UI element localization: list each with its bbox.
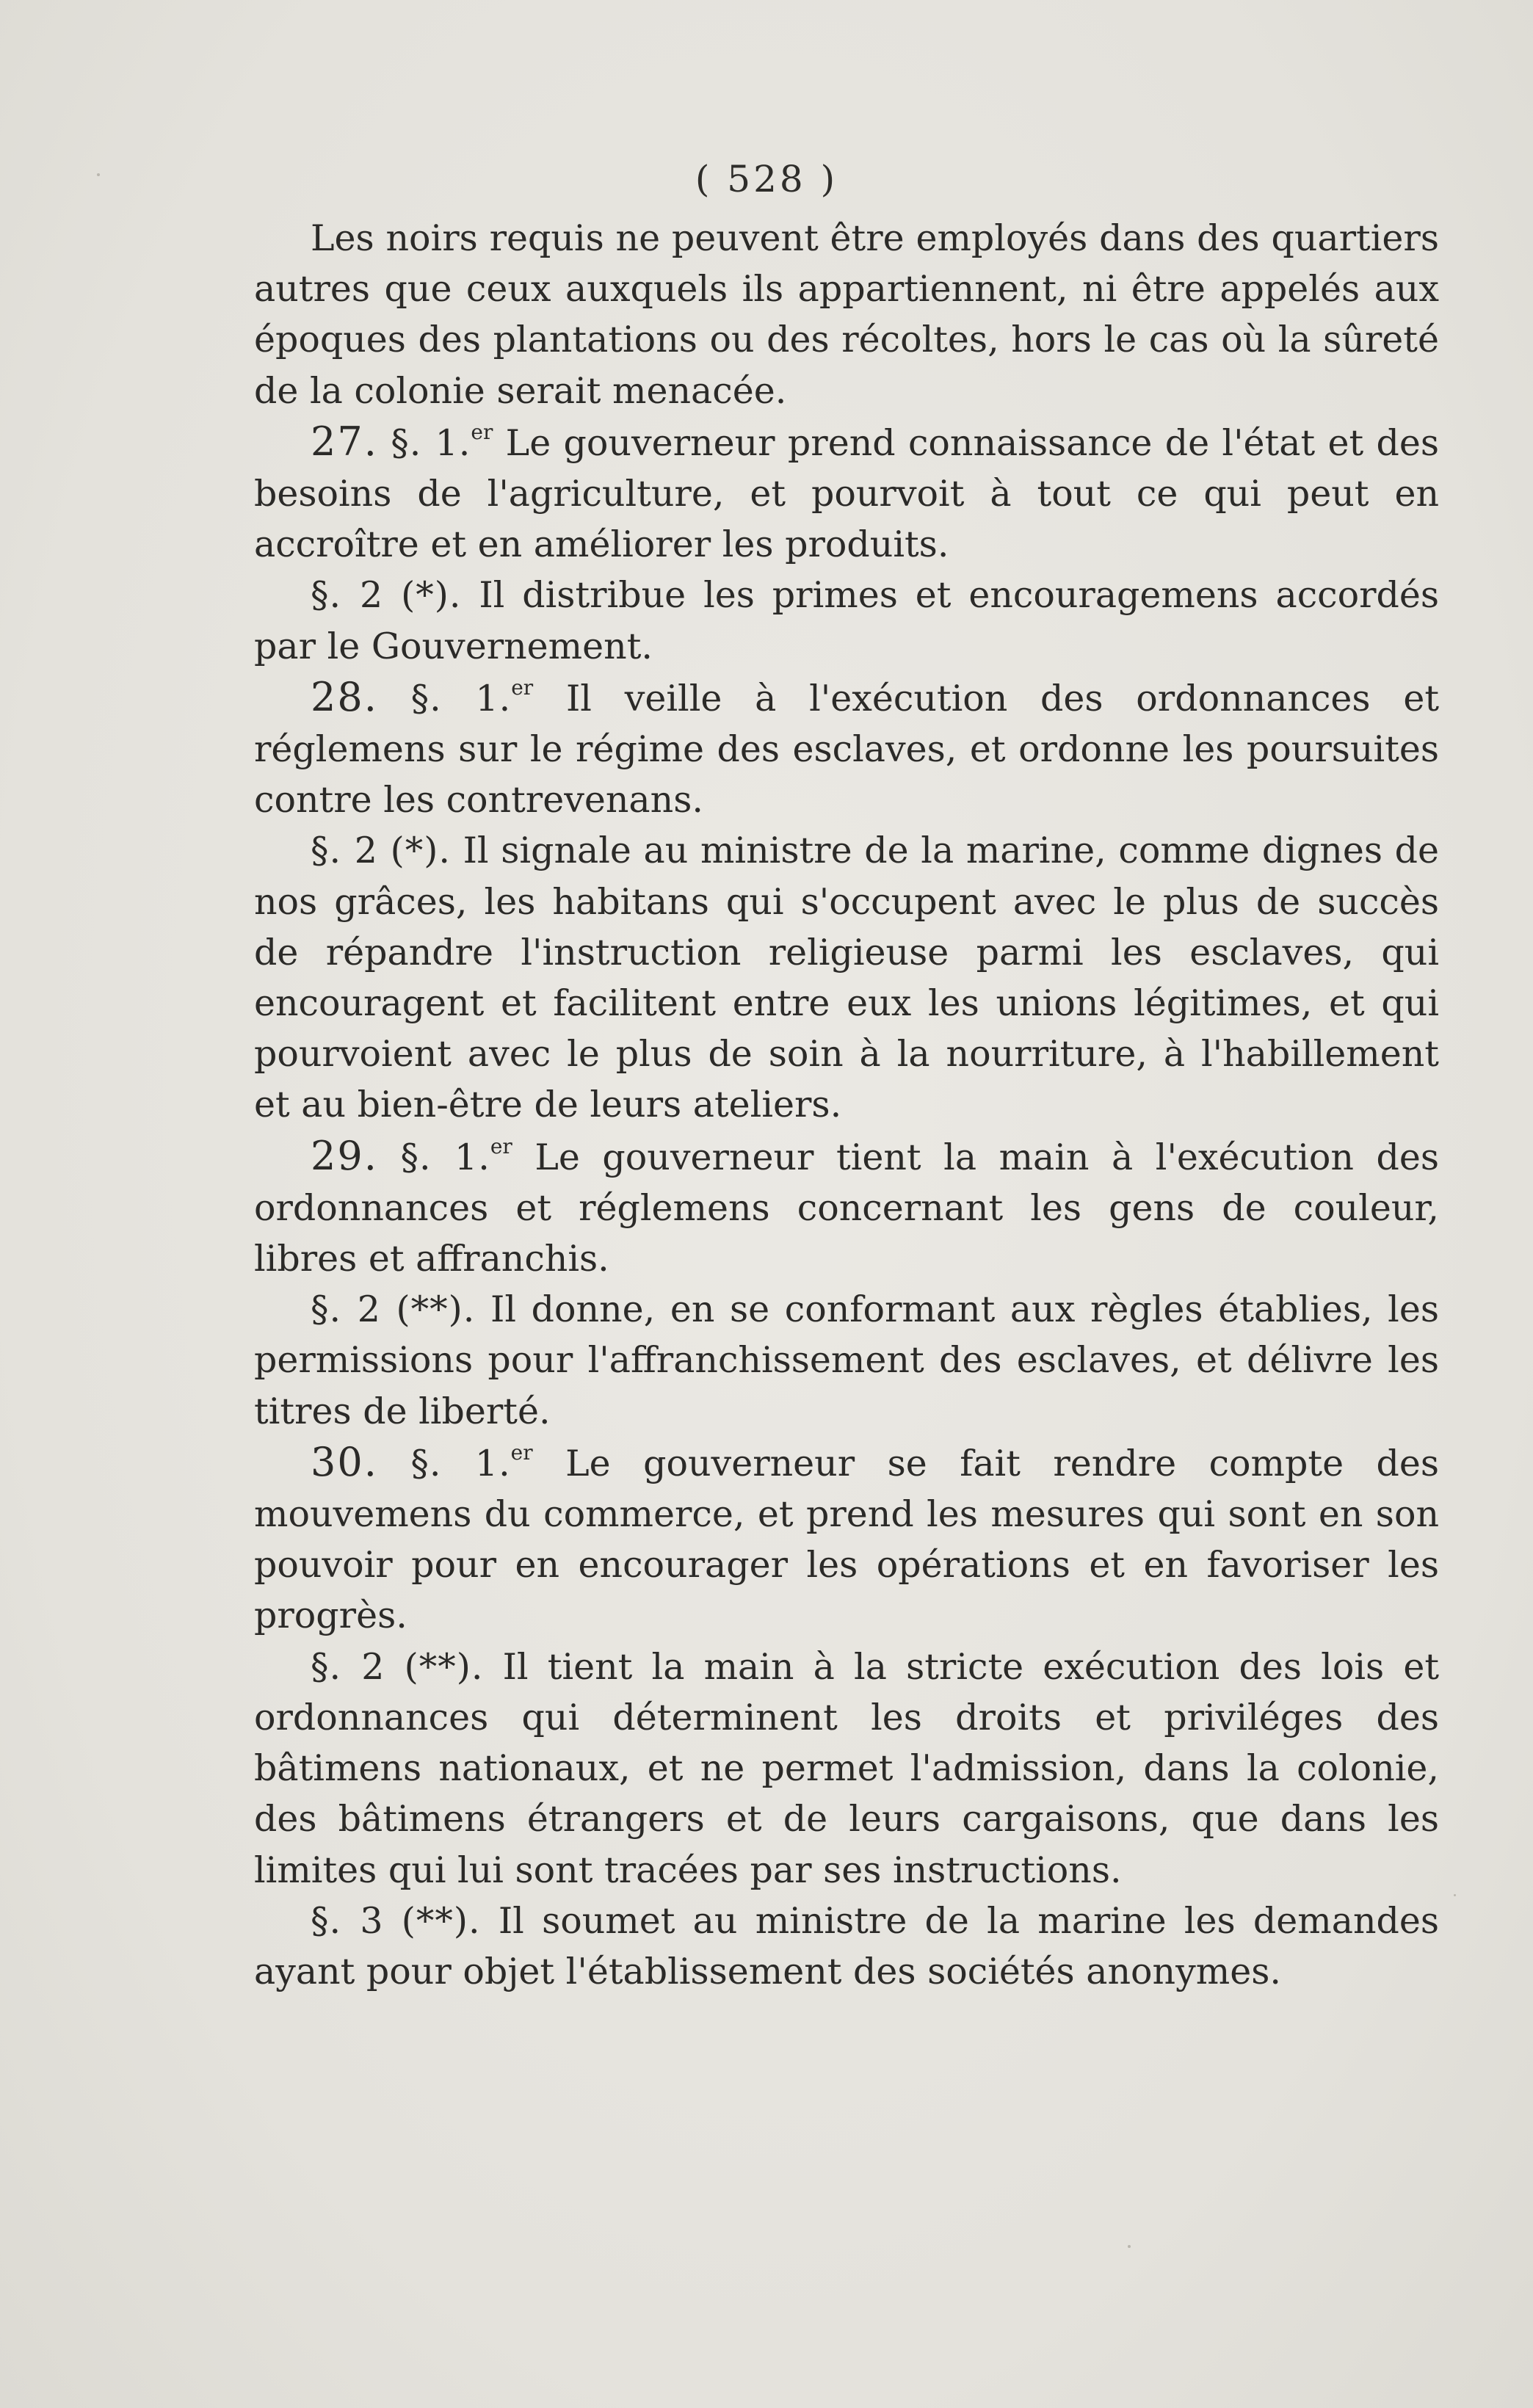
paragraph-text: Il tient la main à la stricte exécution des lois et ordonnances qui déterminent les droits et priviléges des bâtimens nationaux, et ne permet l'admission, dans la colonie, des bâtimens étrangers et de leurs cargaisons, que dans les limites qui lui sont tracées par ses instructions. [254,1645,1440,1891]
section-mark: §. 1. [410,1442,511,1484]
article-number: 27. [311,418,378,465]
paper-speck [1128,2245,1131,2248]
section-mark: §. 2 [311,1645,385,1688]
section-mark: §. 1. [391,421,471,464]
paragraph-text: Il donne, en se conformant aux règles établies, les permissions pour l'affranchissement des esclaves, et délivre les titres de liberté. [254,1288,1439,1432]
superscript: er [511,675,534,700]
section-mark: §. 3 [311,1899,384,1942]
paragraph-article-28-section-2 [254,825,1439,1130]
paragraph-article-27-section-1 [254,416,1439,570]
paragraph-article-30-section-1 [254,1437,1439,1642]
paragraph-text: Il soumet au ministre de la marine les demandes ayant pour objet l'établissement des sociétés anonymes. [254,1899,1440,1992]
paragraph-text: Les noirs requis ne peuvent être employés dans des quartiers autres que ceux auxquels ils appartiennent, ni être appelés aux époques des plantations ou des récoltes, hors le cas où la sûreté de la colonie serait menacée. [254,217,1439,412]
section-mark: §. 1. [410,677,512,719]
superscript: er [510,1440,533,1465]
footnote-marker: (*). [390,830,451,872]
article-number: 30. [311,1438,378,1485]
footnote-marker: (**). [396,1288,476,1331]
paragraph-article-30-section-3 [254,1896,1439,1997]
paragraph-article-28-section-1 [254,672,1439,826]
paragraph-intro [254,213,1439,416]
page-number: ( 528 ) [695,158,838,200]
footnote-marker: (*). [401,574,462,617]
paragraph-text: Le gouverneur prend connaissance de l'état et des besoins de l'agriculture, et pourvoit à tout ce qui peut en accroître et en améliorer les produits. [254,421,1439,566]
section-mark: §. 2 [311,574,384,617]
body-text [254,213,1439,1997]
superscript: er [490,1134,512,1158]
article-number: 28. [311,673,378,720]
paragraph-article-29-section-2 [254,1284,1439,1437]
paper-speck [1454,1894,1456,1896]
footnote-marker: (**). [404,1645,484,1688]
section-mark: §. 2 [311,830,378,872]
paragraph-text: Il signale au ministre de la marine, comme dignes de nos grâces, les habitans qui s'occupent avec le plus de succès de répandre l'instruction religieuse parmi les esclaves, qui encouragent et facilitent entre eux les unions légitimes, et qui pourvoient avec le plus de soin à la nourriture, à l'habillement et au bien-être de leurs ateliers. [254,830,1440,1126]
paragraph-article-29-section-1 [254,1131,1439,1285]
paragraph-article-27-section-2 [254,570,1439,671]
paragraph-article-30-section-2 [254,1642,1439,1896]
paragraph-text: Il distribue les primes et encouragemens accordés par le Gouvernement. [254,574,1440,667]
paragraph-text: Le gouverneur tient la main à l'exécution des ordonnances et réglemens concernant les gens de couleur, libres et affranchis. [254,1136,1440,1280]
paragraph-text: Le gouverneur se fait rendre compte des mouvemens du commerce, et prend les mesures qui sont en son pouvoir pour en encourager les opérations et en favoriser les progrès. [254,1442,1440,1637]
section-mark: §. 1. [400,1136,490,1178]
footnote-marker: (**). [401,1899,481,1942]
paragraph-text: Il veille à l'exécution des ordonnances et réglemens sur le régime des esclaves, et ordonne les poursuites contre les contrevenans. [254,677,1440,822]
section-mark: §. 2 [311,1288,381,1331]
article-number: 29. [311,1132,378,1179]
superscript: er [471,419,493,444]
